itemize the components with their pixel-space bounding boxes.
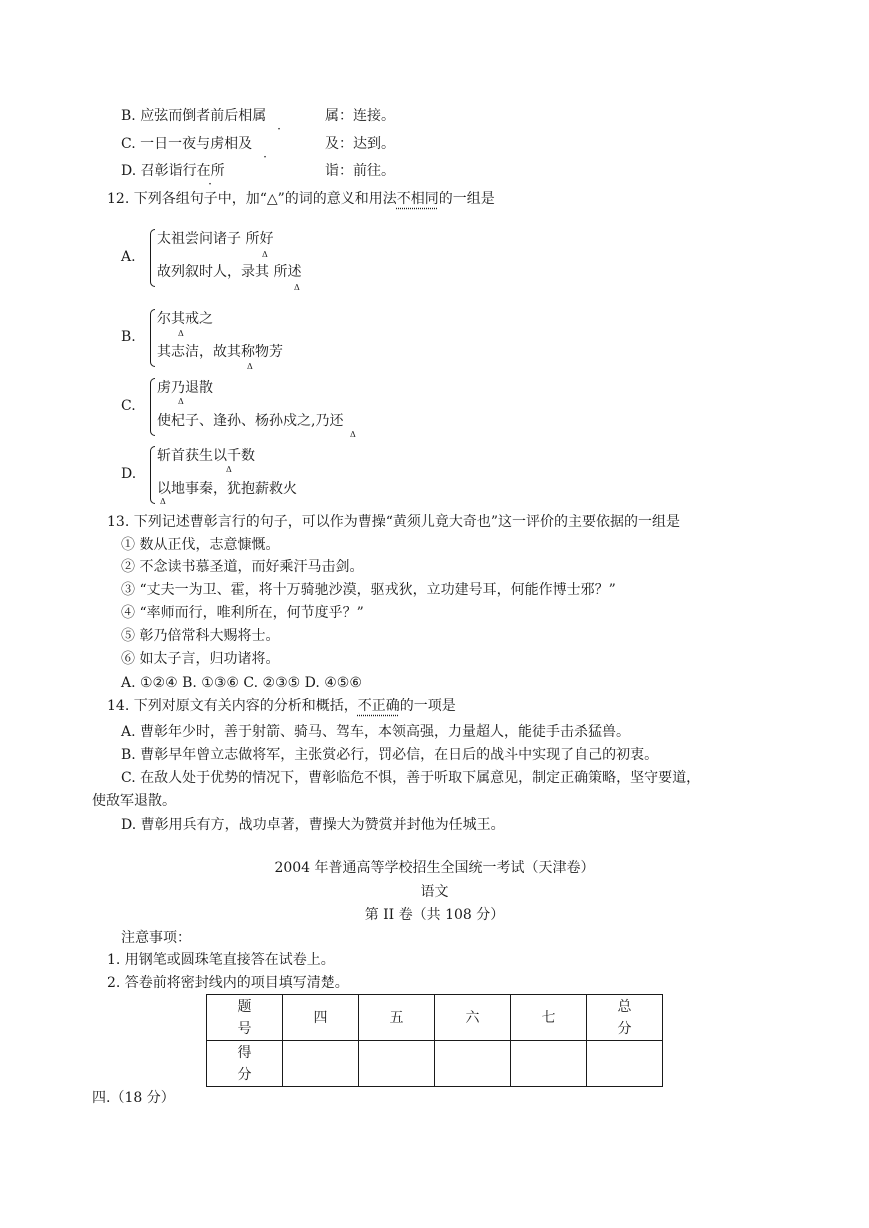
score-entry-cell[interactable] xyxy=(435,1041,511,1087)
table-row xyxy=(207,1041,663,1087)
q11-option-b-gloss: 属：连接。 xyxy=(325,108,395,124)
q14-option-d: D. 曹彰用兵有方，战功卓著，曹操大为赞赏并封他为任城王。 xyxy=(121,817,505,833)
q14-stem-prefix: 14. 下列对原文有关内容的分析和概括， xyxy=(107,698,358,714)
q11-option-b xyxy=(121,106,266,126)
table-cell: 七 xyxy=(511,995,587,1041)
brace-icon xyxy=(150,309,155,367)
marker-icon: Δ xyxy=(178,397,184,406)
q13-item: ① 数从正伐，志意慷慨。 xyxy=(121,537,280,553)
note-item: 1. 用钢笔或圆珠笔直接答在试卷上。 xyxy=(107,952,335,968)
table-row xyxy=(207,995,663,1041)
note-item: 2. 答卷前将密封线内的项目填写清楚。 xyxy=(107,975,349,991)
q14-stem-suffix: 的一项是 xyxy=(399,698,456,714)
q12-option-d-label: D. xyxy=(121,466,137,482)
notes-heading: 注意事项： xyxy=(121,930,191,946)
score-entry-cell[interactable] xyxy=(511,1041,587,1087)
q12-stem-emphasis: 不相同 xyxy=(396,191,439,207)
emphasis-dot xyxy=(258,134,272,154)
q13-choices: A. ①②④ B. ①③⑥ C. ②③⑤ D. ④⑤⑥ xyxy=(121,675,362,691)
q12-option-d-line1: 斩首获生以千数 xyxy=(157,448,255,464)
brace-icon xyxy=(150,378,155,436)
q14-stem xyxy=(107,696,456,716)
q14-option-c: C. 在敌人处于优势的情况下，曹彰临危不惧，善于听取下属意见，制定正确策略，坚守要道， xyxy=(121,770,701,786)
q13-item: ② 不念读书慕圣道，而好乘汗马击剑。 xyxy=(121,559,364,575)
q12-option-c-line2: 使杞子、逢孙、杨孙戍之,乃还 xyxy=(157,413,344,429)
exam-title: 2004 年普通高等学校招生全国统一考试（天津卷） xyxy=(274,860,595,876)
q12-stem xyxy=(107,189,495,209)
q13-item: ⑤ 彰乃倍常科大赐将士。 xyxy=(121,628,280,644)
score-entry-cell[interactable] xyxy=(587,1041,663,1087)
q13-item: ④ “率师而行，唯利所在，何节度乎？” xyxy=(121,605,364,621)
brace-icon xyxy=(150,446,155,504)
q12-option-a-label: A. xyxy=(121,249,136,265)
score-entry-cell[interactable] xyxy=(283,1041,359,1087)
brace-icon xyxy=(150,229,155,287)
q12-option-a-line1: 太祖尝问诸子 所好 xyxy=(157,231,274,247)
table-cell: 题 号 xyxy=(207,995,283,1041)
q12-stem-prefix: 12. 下列各组句子中，加“△”的词的意义和用法 xyxy=(107,191,397,207)
emphasis-dot xyxy=(203,161,217,181)
q14-stem-emphasis: 不正确 xyxy=(357,698,400,714)
score-table xyxy=(206,994,663,1087)
table-cell: 得 分 xyxy=(207,1041,283,1087)
marker-icon: Δ xyxy=(160,497,166,506)
volume-title: 第 II 卷（共 108 分） xyxy=(364,907,505,923)
q11-option-c: C. 一日一夜与虏相及 xyxy=(121,136,253,152)
subject-title: 语文 xyxy=(420,884,449,900)
q13-item: ⑥ 如太子言，归功诸将。 xyxy=(121,651,280,667)
section-four-heading: 四.（18 分） xyxy=(92,1090,175,1106)
q14-option-c-cont: 使敌军退散。 xyxy=(92,793,176,809)
q12-option-a-line2: 故列叙时人，录其 所述 xyxy=(157,264,302,280)
q11-option-d-gloss: 诣：前往。 xyxy=(325,163,395,179)
q11-option-b-text: B. 应弦而倒者前后相属 xyxy=(121,108,267,124)
table-cell: 总 分 xyxy=(587,995,663,1041)
marker-icon: Δ xyxy=(226,465,232,474)
score-entry-cell[interactable] xyxy=(359,1041,435,1087)
q11-option-c-gloss: 及：达到。 xyxy=(325,136,395,152)
q13-stem: 13. 下列记述曹彰言行的句子，可以作为曹操“黄须儿竟大奇也”这一评价的主要依据的一组是 xyxy=(107,514,681,530)
emphasis-dot xyxy=(272,106,286,126)
q12-option-b-line2: 其志洁，故其称物芳 xyxy=(157,344,283,360)
marker-icon: Δ xyxy=(350,430,356,439)
q14-option-a: A. 曹彰年少时，善于射箭、骑马、驾车，本领高强，力量超人，能徒手击杀猛兽。 xyxy=(121,724,631,740)
marker-icon: Δ xyxy=(178,329,184,338)
q12-stem-suffix: 的一组是 xyxy=(438,191,495,207)
q12-option-d-line2: 以地事秦，犹抱薪救火 xyxy=(157,481,297,497)
table-cell: 四 xyxy=(283,995,359,1041)
q14-option-b: B. 曹彰早年曾立志做将军，主张赏必行，罚必信，在日后的战斗中实现了自己的初衷。 xyxy=(121,747,659,763)
q13-item: ③ “丈夫一为卫、霍，将十万骑驰沙漠，驱戎狄，立功建号耳，何能作博士邪？” xyxy=(121,582,616,598)
marker-icon: Δ xyxy=(247,362,253,371)
marker-icon: Δ xyxy=(262,250,268,259)
marker-icon: Δ xyxy=(294,283,300,292)
q12-option-b-label: B. xyxy=(121,329,136,345)
q11-option-d: D. 召彰诣行在所 xyxy=(121,163,225,179)
q12-option-b-line1: 尔其戒之 xyxy=(157,311,213,327)
table-cell: 五 xyxy=(359,995,435,1041)
q12-option-c-line1: 虏乃退散 xyxy=(157,380,213,396)
table-cell: 六 xyxy=(435,995,511,1041)
q12-option-c-label: C. xyxy=(121,398,136,414)
